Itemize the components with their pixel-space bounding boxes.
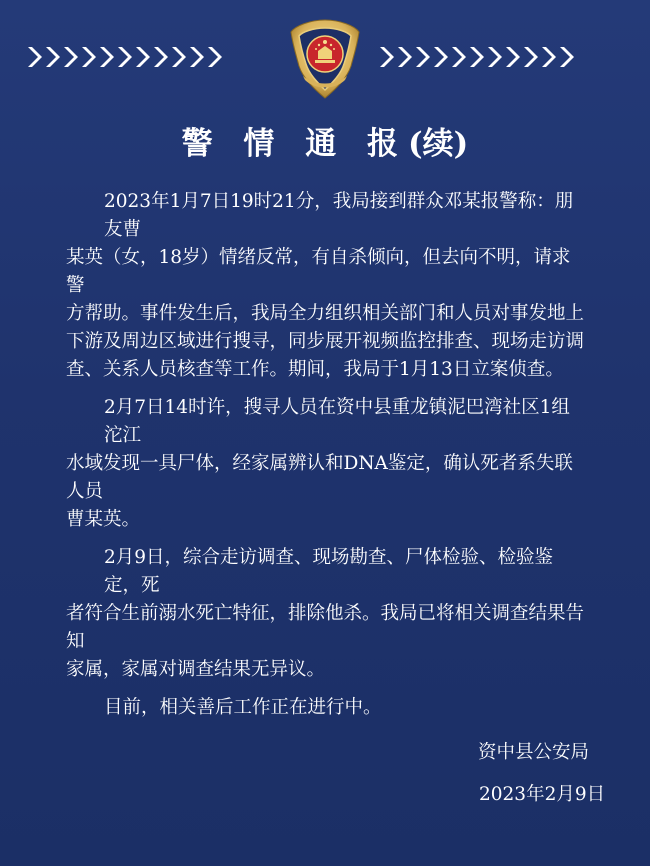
paragraph-line: 曹某英。 <box>66 509 141 530</box>
police-emblem-icon <box>285 18 365 102</box>
chevron-right-icon <box>486 45 502 69</box>
chevron-right-icon <box>206 45 222 69</box>
chevron-right-icon <box>26 45 42 69</box>
paragraph-line: 2023年1月7日19时21分，我局接到群众邓某报警称：朋友曹 <box>104 191 574 240</box>
chevron-right-icon <box>414 45 430 69</box>
paragraph-1 <box>66 188 586 384</box>
issue-date: 2023年2月9日 <box>479 784 606 805</box>
chevron-right-icon <box>188 45 204 69</box>
paragraph-2 <box>66 394 586 534</box>
chevron-right-icon <box>450 45 466 69</box>
paragraph-line: 水域发现一具尸体，经家属辨认和DNA鉴定，确认死者系失联人员 <box>66 453 573 502</box>
chevron-right-icon <box>540 45 556 69</box>
chevron-right-icon <box>522 45 538 69</box>
paragraph-line: 查、关系人员核查等工作。期间，我局于1月13日立案侦查。 <box>66 359 564 380</box>
notice-title <box>0 118 650 163</box>
chevron-right-icon <box>432 45 448 69</box>
chevron-right-icon <box>468 45 484 69</box>
right-chevron-row <box>378 42 574 72</box>
chevron-right-icon <box>116 45 132 69</box>
left-chevron-row <box>26 42 222 72</box>
chevron-right-icon <box>80 45 96 69</box>
paragraph-line: 方帮助。事件发生后，我局全力组织相关部门和人员对事发地上 <box>66 303 585 324</box>
paragraph-line: 家属，家属对调查结果无异议。 <box>66 659 326 680</box>
title-main: 警 情 通 报 <box>181 126 409 162</box>
paragraph-4 <box>66 694 586 722</box>
paragraph-line: 2月7日14时许，搜寻人员在资中县重龙镇泥巴湾社区1组沱江 <box>104 397 570 446</box>
paragraph-line: 2月9日，综合走访调查、现场勘查、尸体检验、检验鉴定，死 <box>104 547 554 596</box>
chevron-right-icon <box>558 45 574 69</box>
paragraph-line: 某英（女，18岁）情绪反常，有自杀倾向，但去向不明，请求警 <box>66 247 571 296</box>
paragraph-3 <box>66 544 586 684</box>
notice-body <box>66 188 586 722</box>
chevron-right-icon <box>44 45 60 69</box>
chevron-right-icon <box>396 45 412 69</box>
chevron-right-icon <box>152 45 168 69</box>
chevron-right-icon <box>170 45 186 69</box>
paragraph-line: 目前，相关善后工作正在进行中。 <box>104 697 382 718</box>
chevron-right-icon <box>98 45 114 69</box>
chevron-right-icon <box>62 45 78 69</box>
chevron-right-icon <box>504 45 520 69</box>
title-suffix: (续) <box>408 126 469 162</box>
header-banner <box>0 0 650 110</box>
paragraph-line: 者符合生前溺水死亡特征，排除他杀。我局已将相关调查结果告知 <box>66 603 585 652</box>
chevron-right-icon <box>134 45 150 69</box>
chevron-right-icon <box>378 45 394 69</box>
issuer-signature: 资中县公安局 <box>478 742 590 763</box>
paragraph-line: 下游及周边区域进行搜寻，同步展开视频监控排查、现场走访调 <box>66 331 585 352</box>
